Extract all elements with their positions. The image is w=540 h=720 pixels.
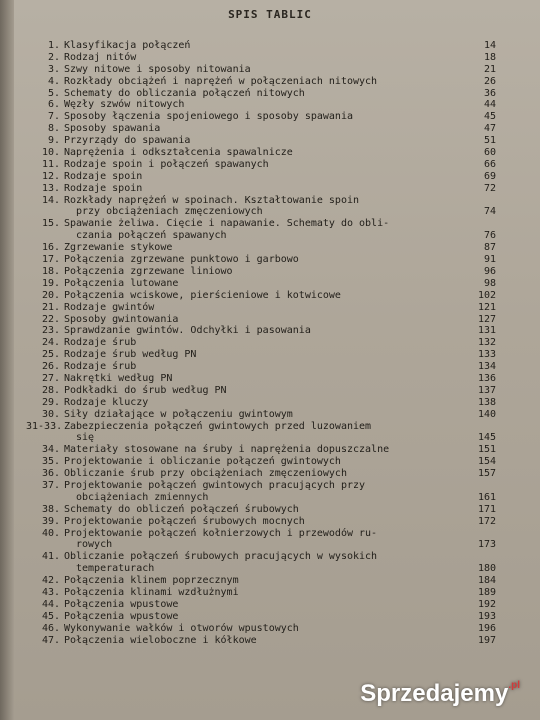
entry-page-number: 45 (483, 111, 496, 123)
entry-title: Połączenia klinami wzdłużnymi (64, 587, 239, 599)
entry-title: Rodzaj nitów (64, 51, 137, 63)
toc-entry (26, 278, 496, 290)
entry-number: 35. (41, 456, 60, 468)
entry-title: Klasyfikacja połączeń (64, 40, 191, 51)
entry-title: Rodzaje śrub (64, 361, 137, 373)
entry-title: Rozkłady obciążeń i naprężeń w połączeniach nitowych (64, 75, 378, 87)
entry-title: Połączenia zgrzewane punktowo i garbowo (64, 254, 299, 266)
entry-title: Podkładki do śrub według PN (64, 384, 227, 396)
toc-entry (26, 111, 496, 123)
toc-entry (26, 444, 496, 456)
entry-number: 24. (41, 337, 60, 349)
entry-title-continuation: rowych (76, 539, 113, 551)
entry-page-number: 14 (483, 39, 496, 51)
toc-entry (26, 290, 496, 302)
toc-entry (26, 409, 496, 421)
entry-page-number: 184 (477, 575, 496, 587)
entry-page-number: 196 (477, 622, 496, 634)
entry-title: Materiały stosowane na śruby i naprężenia dopuszczalne (64, 444, 390, 456)
entry-number: 11. (41, 158, 60, 170)
toc-entry (26, 314, 496, 326)
toc-entry (26, 123, 496, 135)
entry-number: 31-33. (26, 420, 63, 432)
entry-title: Wykonywanie wałków i otworów wpustowych (64, 622, 299, 634)
toc-entry (26, 397, 496, 409)
entry-title: Spawanie żeliwa. Cięcie i napawanie. Schematy do obli- czania połączeń spawanych (64, 218, 462, 242)
toc-entry (26, 587, 496, 599)
entry-number: 34. (41, 444, 60, 456)
entry-number: 30. (41, 408, 60, 420)
toc-entry (26, 468, 496, 480)
entry-title: Sposoby gwintowania (64, 313, 179, 325)
entry-page-number: 91 (483, 254, 496, 266)
entry-page-number: 151 (477, 444, 496, 456)
entry-title: Rodzaje spoin i połączeń spawanych (64, 158, 269, 170)
toc-entry (26, 361, 496, 373)
toc-entry (26, 266, 496, 278)
entry-page-number: 76 (483, 230, 496, 242)
entry-page-number: 193 (477, 610, 496, 622)
entry-title: Zgrzewanie stykowe (64, 242, 173, 254)
entry-title: Zabezpieczenia połączeń gwintowych przed luzowaniem się (64, 421, 462, 445)
entry-title: Projektowanie połączeń gwintowych pracujących przy obciążeniach zmiennych (64, 480, 462, 504)
toc-entry (26, 302, 496, 314)
entry-title: Schematy do obliczania połączeń nitowych (64, 87, 305, 99)
entry-number: 6. (47, 99, 60, 111)
entry-number: 5. (47, 87, 60, 99)
entry-page-number: 66 (483, 158, 496, 170)
toc-entry (26, 147, 496, 159)
entry-title: Sposoby łączenia spojeniowego i sposoby spawania (64, 111, 353, 123)
entry-title: Rodzaje śrub (64, 337, 137, 349)
toc-entry (26, 385, 496, 397)
entry-page-number: 60 (483, 147, 496, 158)
entry-number: 9. (47, 135, 60, 147)
entry-title: Przyrządy do spawania (64, 135, 191, 147)
toc-entry (26, 623, 496, 635)
entry-title: Węzły szwów nitowych (64, 99, 185, 111)
entry-number: 8. (47, 123, 60, 135)
toc-entry (26, 195, 496, 219)
toc-entry (26, 373, 496, 385)
entry-number: 26. (41, 361, 60, 373)
entry-number: 36. (41, 468, 60, 480)
entry-page-number: 154 (477, 456, 496, 468)
entry-page-number: 138 (477, 396, 496, 408)
toc-entry (26, 325, 496, 337)
toc-entry (26, 76, 496, 88)
entry-page-number: 74 (483, 206, 496, 218)
entry-title: Rodzaje śrub według PN (64, 349, 197, 361)
toc-entry (26, 135, 496, 147)
entry-page-number: 134 (477, 361, 496, 373)
toc-entry (26, 171, 496, 183)
entry-title: Rodzaje gwintów (64, 301, 155, 313)
toc-entry (26, 254, 496, 266)
toc-entry (26, 611, 496, 623)
entry-page-number: 127 (477, 313, 496, 325)
toc-entry (26, 421, 496, 445)
entry-number: 22. (41, 313, 60, 325)
toc-entry (26, 40, 496, 52)
toc-entry (26, 551, 496, 575)
toc-entry (26, 516, 496, 528)
entry-page-number: 47 (483, 123, 496, 135)
entry-page-number: 137 (477, 384, 496, 396)
entry-page-number: 136 (477, 372, 496, 384)
entry-number: 38. (41, 503, 60, 515)
entry-title: Sposoby spawania (64, 123, 161, 135)
toc-entry (26, 456, 496, 468)
entry-title: Połączenia wpustowe (64, 598, 179, 610)
entry-number: 17. (41, 254, 60, 266)
entry-title: Projektowanie i obliczanie połączeń gwintowych (64, 456, 341, 468)
entry-title: Połączenia wpustowe (64, 610, 179, 622)
entry-number: 28. (41, 384, 60, 396)
entry-number: 47. (41, 634, 60, 646)
entry-page-number: 157 (477, 468, 496, 480)
entry-page-number: 197 (477, 634, 496, 646)
entry-page-number: 72 (483, 182, 496, 194)
entry-number: 12. (41, 170, 60, 182)
entry-number: 46. (41, 622, 60, 634)
entry-title: Szwy nitowe i sposoby nitowania (64, 63, 251, 75)
entry-number: 27. (41, 372, 60, 384)
toc-entry (26, 183, 496, 195)
entry-page-number: 131 (477, 325, 496, 337)
entry-number: 37. (41, 480, 60, 491)
entry-title-continuation: się (76, 432, 95, 444)
entry-number: 45. (41, 610, 60, 622)
entry-title: Rodzaje spoin (64, 182, 143, 194)
entry-number: 41. (41, 551, 60, 563)
entry-page-number: 96 (483, 265, 496, 277)
entry-number: 43. (41, 587, 60, 599)
entry-page-number: 161 (477, 491, 496, 503)
entry-number: 14. (41, 194, 60, 206)
entry-number: 13. (41, 182, 60, 194)
entry-page-number: 189 (477, 587, 496, 599)
entry-page-number: 171 (477, 503, 496, 515)
table-of-contents (26, 40, 496, 647)
entry-title: Połączenia zgrzewane liniowo (64, 265, 233, 277)
entry-page-number: 173 (477, 539, 496, 551)
entry-title: Rodzaje kluczy (64, 396, 149, 408)
entry-title: Obliczanie śrub przy obciążeniach zmęczeniowych (64, 468, 347, 480)
entry-page-number: 102 (477, 289, 496, 301)
entry-page-number: 140 (477, 408, 496, 420)
entry-page-number: 121 (477, 301, 496, 313)
entry-title: Naprężenia i odkształcenia spawalnicze (64, 147, 293, 159)
toc-entry (26, 99, 496, 111)
entry-number: 18. (41, 265, 60, 277)
entry-number: 25. (41, 349, 60, 361)
entry-page-number: 69 (483, 170, 496, 182)
page-title: SPIS TABLIC (228, 8, 312, 21)
toc-entry (26, 349, 496, 361)
toc-entry (26, 52, 496, 64)
entry-title: Połączenia klinem poprzecznym (64, 575, 239, 587)
entry-title: Projektowanie połączeń kołnierzowych i przewodów ru- rowych (64, 528, 462, 552)
entry-page-number: 18 (483, 51, 496, 63)
toc-entry (26, 218, 496, 242)
entry-number: 1. (47, 40, 60, 51)
entry-page-number: 44 (483, 99, 496, 111)
entry-title: Połączenia wieloboczne i kółkowe (64, 634, 257, 646)
entry-number: 15. (41, 218, 60, 230)
entry-page-number: 132 (477, 337, 496, 349)
entry-number: 19. (41, 277, 60, 289)
entry-page-number: 145 (477, 432, 496, 444)
entry-number: 7. (47, 111, 60, 123)
entry-page-number: 51 (483, 135, 496, 147)
entry-title: Rozkłady naprężeń w spoinach. Kształtowanie spoin przy obciążeniach zmęczeniowych (64, 195, 462, 219)
entry-page-number: 172 (477, 515, 496, 527)
toc-entry (26, 64, 496, 76)
toc-entry (26, 599, 496, 611)
entry-number: 40. (41, 527, 60, 539)
toc-entry (26, 528, 496, 552)
entry-title: Nakrętki według PN (64, 372, 173, 384)
entry-title: Połączenia wciskowe, pierścieniowe i kotwicowe (64, 289, 341, 301)
entry-number: 10. (41, 147, 60, 159)
entry-number: 16. (41, 242, 60, 254)
entry-number: 23. (41, 325, 60, 337)
entry-number: 42. (41, 575, 60, 587)
entry-page-number: 98 (483, 277, 496, 289)
entry-title: Projektowanie połączeń śrubowych mocnych (64, 515, 305, 527)
toc-entry (26, 480, 496, 504)
entry-title: Rodzaje spoin (64, 170, 143, 182)
entry-number: 29. (41, 396, 60, 408)
entry-page-number: 87 (483, 242, 496, 254)
entry-title-continuation: czania połączeń spawanych (76, 230, 227, 242)
toc-entry (26, 159, 496, 171)
toc-entry (26, 337, 496, 349)
entry-number: 2. (47, 51, 60, 63)
entry-page-number: 26 (483, 75, 496, 87)
entry-page-number: 180 (477, 563, 496, 575)
toc-entry (26, 242, 496, 254)
watermark-logo: Sprzedajemy$^{.pl}$ (360, 680, 520, 707)
toc-entry (26, 504, 496, 516)
entry-title-continuation: temperaturach (76, 563, 155, 575)
entry-number: 39. (41, 515, 60, 527)
entry-number: 44. (41, 598, 60, 610)
entry-number: 3. (47, 63, 60, 75)
toc-entry (26, 88, 496, 100)
entry-title-continuation: obciążeniach zmiennych (76, 491, 209, 503)
entry-title: Siły działające w połączeniu gwintowym (64, 408, 293, 420)
entry-number: 21. (41, 301, 60, 313)
entry-title: Obliczanie połączeń śrubowych pracujących w wysokich temperaturach (64, 551, 462, 575)
entry-number: 20. (41, 289, 60, 301)
entry-title-continuation: przy obciążeniach zmęczeniowych (76, 206, 263, 218)
entry-page-number: 21 (483, 63, 496, 75)
entry-page-number: 192 (477, 598, 496, 610)
entry-page-number: 36 (483, 87, 496, 99)
toc-entry (26, 635, 496, 647)
entry-title: Schematy do obliczeń połączeń śrubowych (64, 503, 299, 515)
toc-entry (26, 575, 496, 587)
entry-title: Połączenia lutowane (64, 277, 179, 289)
entry-number: 4. (47, 75, 60, 87)
entry-title: Sprawdzanie gwintów. Odchyłki i pasowania (64, 325, 311, 337)
page-binding-shadow (0, 0, 14, 720)
entry-page-number: 133 (477, 349, 496, 361)
